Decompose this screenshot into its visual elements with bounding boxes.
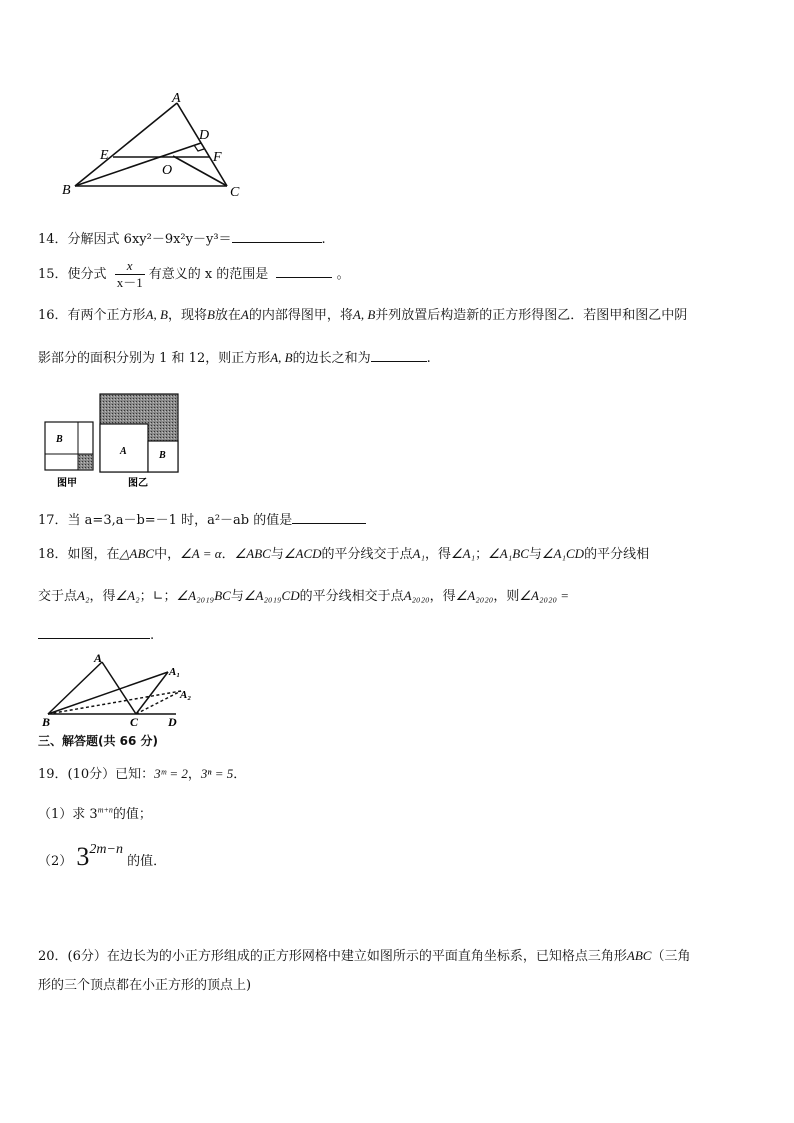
- q18-math: ∠A₂: [115, 588, 140, 603]
- q18-math: ∠ABC: [234, 546, 271, 561]
- q18-text: 的平分线交于点: [321, 547, 413, 562]
- caption-yi: 图乙: [128, 478, 148, 489]
- q16-text: 放在: [214, 308, 241, 323]
- label-C: C: [130, 715, 139, 729]
- q19-sep: ，: [187, 767, 201, 782]
- q20-text: （三角: [651, 949, 691, 964]
- q18-math: ∠ACD: [283, 546, 322, 561]
- caption-jia: 图甲: [57, 478, 77, 489]
- q18-text: 交于点: [38, 589, 78, 604]
- q19-p2-text: （2）: [38, 854, 73, 869]
- q20-math: ABC: [626, 948, 652, 963]
- q16-math: A, B: [270, 350, 293, 365]
- q19-p1-exponent: m+n: [97, 805, 113, 815]
- q16-text: ，现将: [167, 308, 207, 323]
- question-18-line1: [38, 545, 649, 564]
- label-B: B: [62, 183, 71, 198]
- answer-blank-15: [276, 264, 332, 278]
- label-O: O: [162, 163, 173, 178]
- q18-text: 的平分线相: [584, 547, 650, 562]
- q19-p2-exponent: 2m−n: [89, 842, 123, 857]
- section-title: 三、解答题(共 66 分): [38, 734, 159, 748]
- label-B: B: [42, 715, 51, 729]
- label-E: E: [100, 148, 109, 163]
- q16-end: .: [426, 351, 431, 366]
- question-19: [38, 765, 246, 784]
- figure-triangle-14: [55, 88, 255, 203]
- q14-text: 14．分解因式 6xy²－9x²y－y³＝: [38, 232, 232, 247]
- jia-label-B: B: [56, 434, 63, 445]
- q18-text: 18．如图，在: [38, 547, 120, 562]
- q16-math: B: [206, 307, 215, 322]
- q18-text: ，得: [429, 589, 456, 604]
- q18-math: ∠A₂₀₁₉BC: [176, 588, 231, 603]
- label-D: D: [168, 715, 177, 729]
- question-19-part1: [38, 806, 152, 824]
- q16-text: 并列放置后构造新的正方形得图乙．若图甲和图乙中阴: [375, 308, 688, 323]
- q16-text: 的内部得图甲，将: [248, 308, 353, 323]
- figure-yi: [100, 394, 178, 472]
- label-D: D: [199, 128, 210, 143]
- q19-eq1: 3ᵐ = 2: [154, 766, 188, 781]
- question-16-line1: [38, 306, 687, 325]
- q15-prefix: 15．使分式: [38, 267, 107, 282]
- question-18-line3: [38, 625, 154, 645]
- q16-math: A: [240, 307, 249, 322]
- q18-math: ∠A₁CD: [541, 546, 585, 561]
- q18-math: ∠A₂₀₂₀ =: [519, 588, 570, 603]
- fraction-denominator: x－1: [116, 275, 143, 290]
- q16-text: 影部分的面积分别为 1 和 12，则正方形: [38, 351, 271, 366]
- q18-text: ，得: [424, 547, 451, 562]
- q16-math: A, B: [352, 307, 376, 322]
- q19-p1-text: 的值；: [112, 807, 152, 822]
- q18-text: ．: [221, 547, 235, 562]
- q18-text: 中，: [154, 547, 181, 562]
- q19-head: 19．(10分）已知：: [38, 767, 155, 782]
- question-20-line2: 形的三个顶点都在小正方形的顶点上): [38, 978, 252, 993]
- yi-label-B: B: [159, 450, 166, 461]
- figure-angle-bisectors-18: [36, 652, 196, 730]
- question-16-line2: [38, 348, 431, 368]
- q16-math: A, B: [145, 307, 168, 322]
- q19-eq2: 3ⁿ = 5: [200, 766, 234, 781]
- segment-BA1: [48, 672, 168, 714]
- label-A: A: [172, 91, 181, 106]
- q18-text: 的平分线相交于点: [299, 589, 404, 604]
- question-20-line1: [38, 947, 690, 966]
- q18-text: ，得: [89, 589, 116, 604]
- q18-math: A₂: [77, 588, 90, 603]
- q18-text: 与: [528, 547, 542, 562]
- answer-blank-16: [371, 348, 427, 362]
- q18-math: ∠A₁: [451, 546, 476, 561]
- q18-math: ∠A₂₀₂₀: [455, 588, 494, 603]
- q18-text: 与: [230, 589, 244, 604]
- q18-math: A₂₀₂₀: [403, 588, 430, 603]
- q18-text: 与: [270, 547, 284, 562]
- label-A1: A₁: [169, 666, 181, 678]
- fraction: [115, 258, 145, 291]
- label-A: A: [94, 652, 103, 665]
- figure-squares-16: [40, 392, 185, 492]
- q16-text: 的边长之和为: [292, 351, 371, 366]
- fraction-numerator: x: [115, 258, 145, 275]
- yi-label-A: A: [120, 446, 127, 457]
- figure-jia: [45, 422, 93, 470]
- q19-p2-power: [76, 842, 123, 871]
- q14-end: .: [321, 232, 326, 247]
- q18-math: ∠A = α: [180, 546, 222, 561]
- q19-p1-text: （1）求 3: [38, 807, 98, 822]
- question-15: [38, 257, 350, 293]
- q18-math: A₁: [412, 546, 425, 561]
- q18-text: ；: [475, 547, 489, 562]
- q19-p2-text: 的值．: [127, 854, 167, 869]
- q18-math: ∠A₁BC: [488, 546, 529, 561]
- question-18-line2: [38, 587, 569, 606]
- q18-math: ∠A₂₀₁₉CD: [243, 588, 300, 603]
- label-A2: A₂: [180, 689, 192, 701]
- answer-blank-14: [232, 229, 322, 243]
- q17-text: 17．当 a=3,a－b=－1 时，a²－ab 的值是: [38, 513, 293, 528]
- question-19-part2: [38, 840, 166, 874]
- segment-BD: [75, 143, 201, 186]
- q16-text: 16．有两个正方形: [38, 308, 146, 323]
- question-14: [38, 229, 326, 249]
- q15-suffix: 有意义的 x 的范围是: [148, 267, 269, 282]
- q19-end: ．: [233, 767, 247, 782]
- q18-math: △ABC: [119, 546, 155, 561]
- q18-end: .: [150, 628, 155, 643]
- edge-AC: [177, 103, 227, 186]
- q20-text: 20．(6分）在边长为的小正方形组成的正方形网格中建立如图所示的平面直角坐标系，已知格点三角形: [38, 949, 627, 964]
- q18-text: ；∟；: [139, 589, 177, 604]
- label-F: F: [213, 150, 222, 165]
- q18-text: ，则: [493, 589, 520, 604]
- answer-blank-17: [292, 510, 366, 524]
- label-C: C: [230, 185, 240, 200]
- edge-AC: [102, 662, 136, 714]
- q19-p2-base: 3: [76, 842, 90, 871]
- q15-end: 。: [336, 267, 350, 282]
- answer-blank-18: [38, 625, 150, 639]
- question-17: [38, 510, 366, 530]
